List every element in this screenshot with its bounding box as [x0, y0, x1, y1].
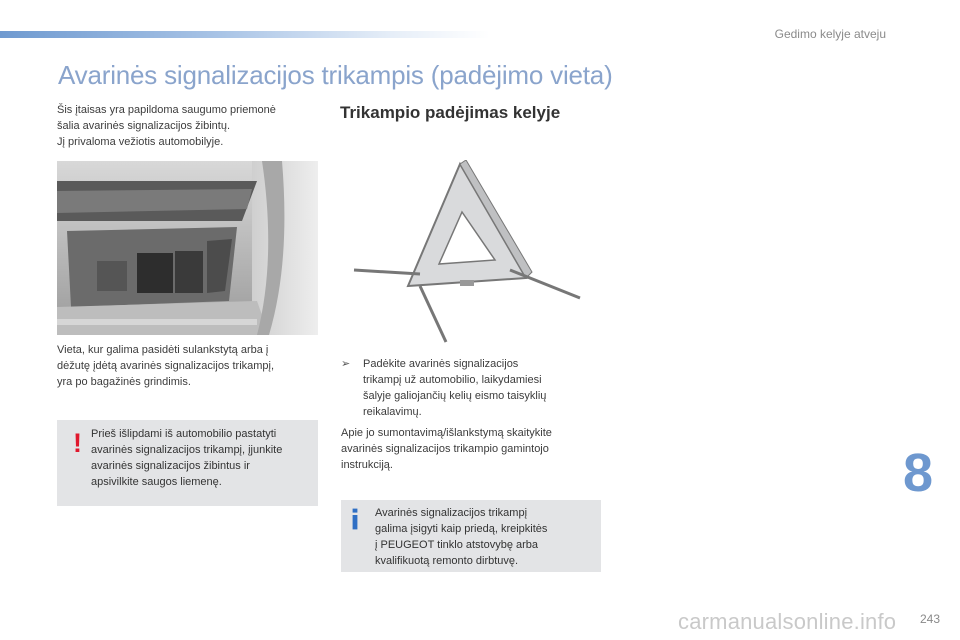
assembly-line: Apie jo sumontavimą/išlankstymą skaitykite: [341, 427, 552, 439]
bullet-line: trikampį už automobilio, laikydamiesi: [363, 374, 542, 386]
warning-triangle-illustration: [350, 160, 585, 346]
intro-line: Šis įtaisas yra papildoma saugumo priemonė: [57, 104, 276, 116]
watermark: carmanualsonline.info: [678, 609, 897, 634]
bullet-line: reikalavimų.: [363, 406, 422, 418]
chapter-number: 8: [903, 443, 934, 503]
intro-paragraph: [57, 102, 319, 150]
storage-paragraph: [57, 342, 319, 390]
info-text: [375, 505, 597, 569]
info-line: kvalifikuotą remonto dirbtuvę.: [375, 555, 519, 567]
bullet-line: šalyje galiojančių kelių eismo taisyklių: [363, 390, 547, 402]
page-title: Avarinės signalizacijos trikampis (padėjimo vieta): [58, 60, 613, 90]
warning-text: [91, 426, 313, 490]
bullet-text: [363, 356, 588, 420]
info-line: Avarinės signalizacijos trikampį: [375, 507, 528, 519]
intro-line: šalia avarinės signalizacijos žibintų.: [57, 120, 231, 132]
trunk-illustration: [57, 161, 318, 335]
info-line: galima įsigyti kaip priedą, kreipkitės: [375, 523, 548, 535]
header-accent-bar: [0, 31, 490, 38]
info-box: [341, 500, 601, 572]
warning-box: [57, 420, 318, 506]
warning-line: avarinės signalizacijos žibintus ir: [91, 460, 250, 472]
warning-line: apsivilkite saugos liemenę.: [91, 476, 222, 488]
info-icon: [351, 506, 359, 532]
arrow-bullet-icon: ➢: [341, 358, 351, 370]
storage-line: Vieta, kur galima pasidėti sulankstytą arba į: [57, 344, 269, 356]
trunk-photo: [57, 161, 318, 335]
section-heading: Trikampio padėjimas kelyje: [340, 103, 561, 122]
info-line: į PEUGEOT tinklo atstovybę arba: [375, 539, 539, 551]
bullet-line: Padėkite avarinės signalizacijos: [363, 358, 519, 370]
warning-line: Prieš išlipdami iš automobilio pastatyti: [91, 428, 277, 440]
storage-line: yra po bagažinės grindimis.: [57, 376, 191, 388]
intro-line: Jį privaloma vežiotis automobilyje.: [57, 136, 224, 148]
assembly-line: instrukciją.: [341, 459, 393, 471]
exclamation-icon: !: [73, 428, 82, 458]
storage-line: dėžutę įdėtą avarinės signalizacijos trikampį,: [57, 360, 275, 372]
page-number: 243: [919, 612, 940, 626]
chapter-title: Gedimo kelyje atveju: [774, 27, 886, 41]
assembly-line: avarinės signalizacijos trikampio gamintojo: [341, 443, 549, 455]
warning-line: avarinės signalizacijos trikampį, įjunkite: [91, 444, 283, 456]
assembly-paragraph: [341, 425, 603, 473]
